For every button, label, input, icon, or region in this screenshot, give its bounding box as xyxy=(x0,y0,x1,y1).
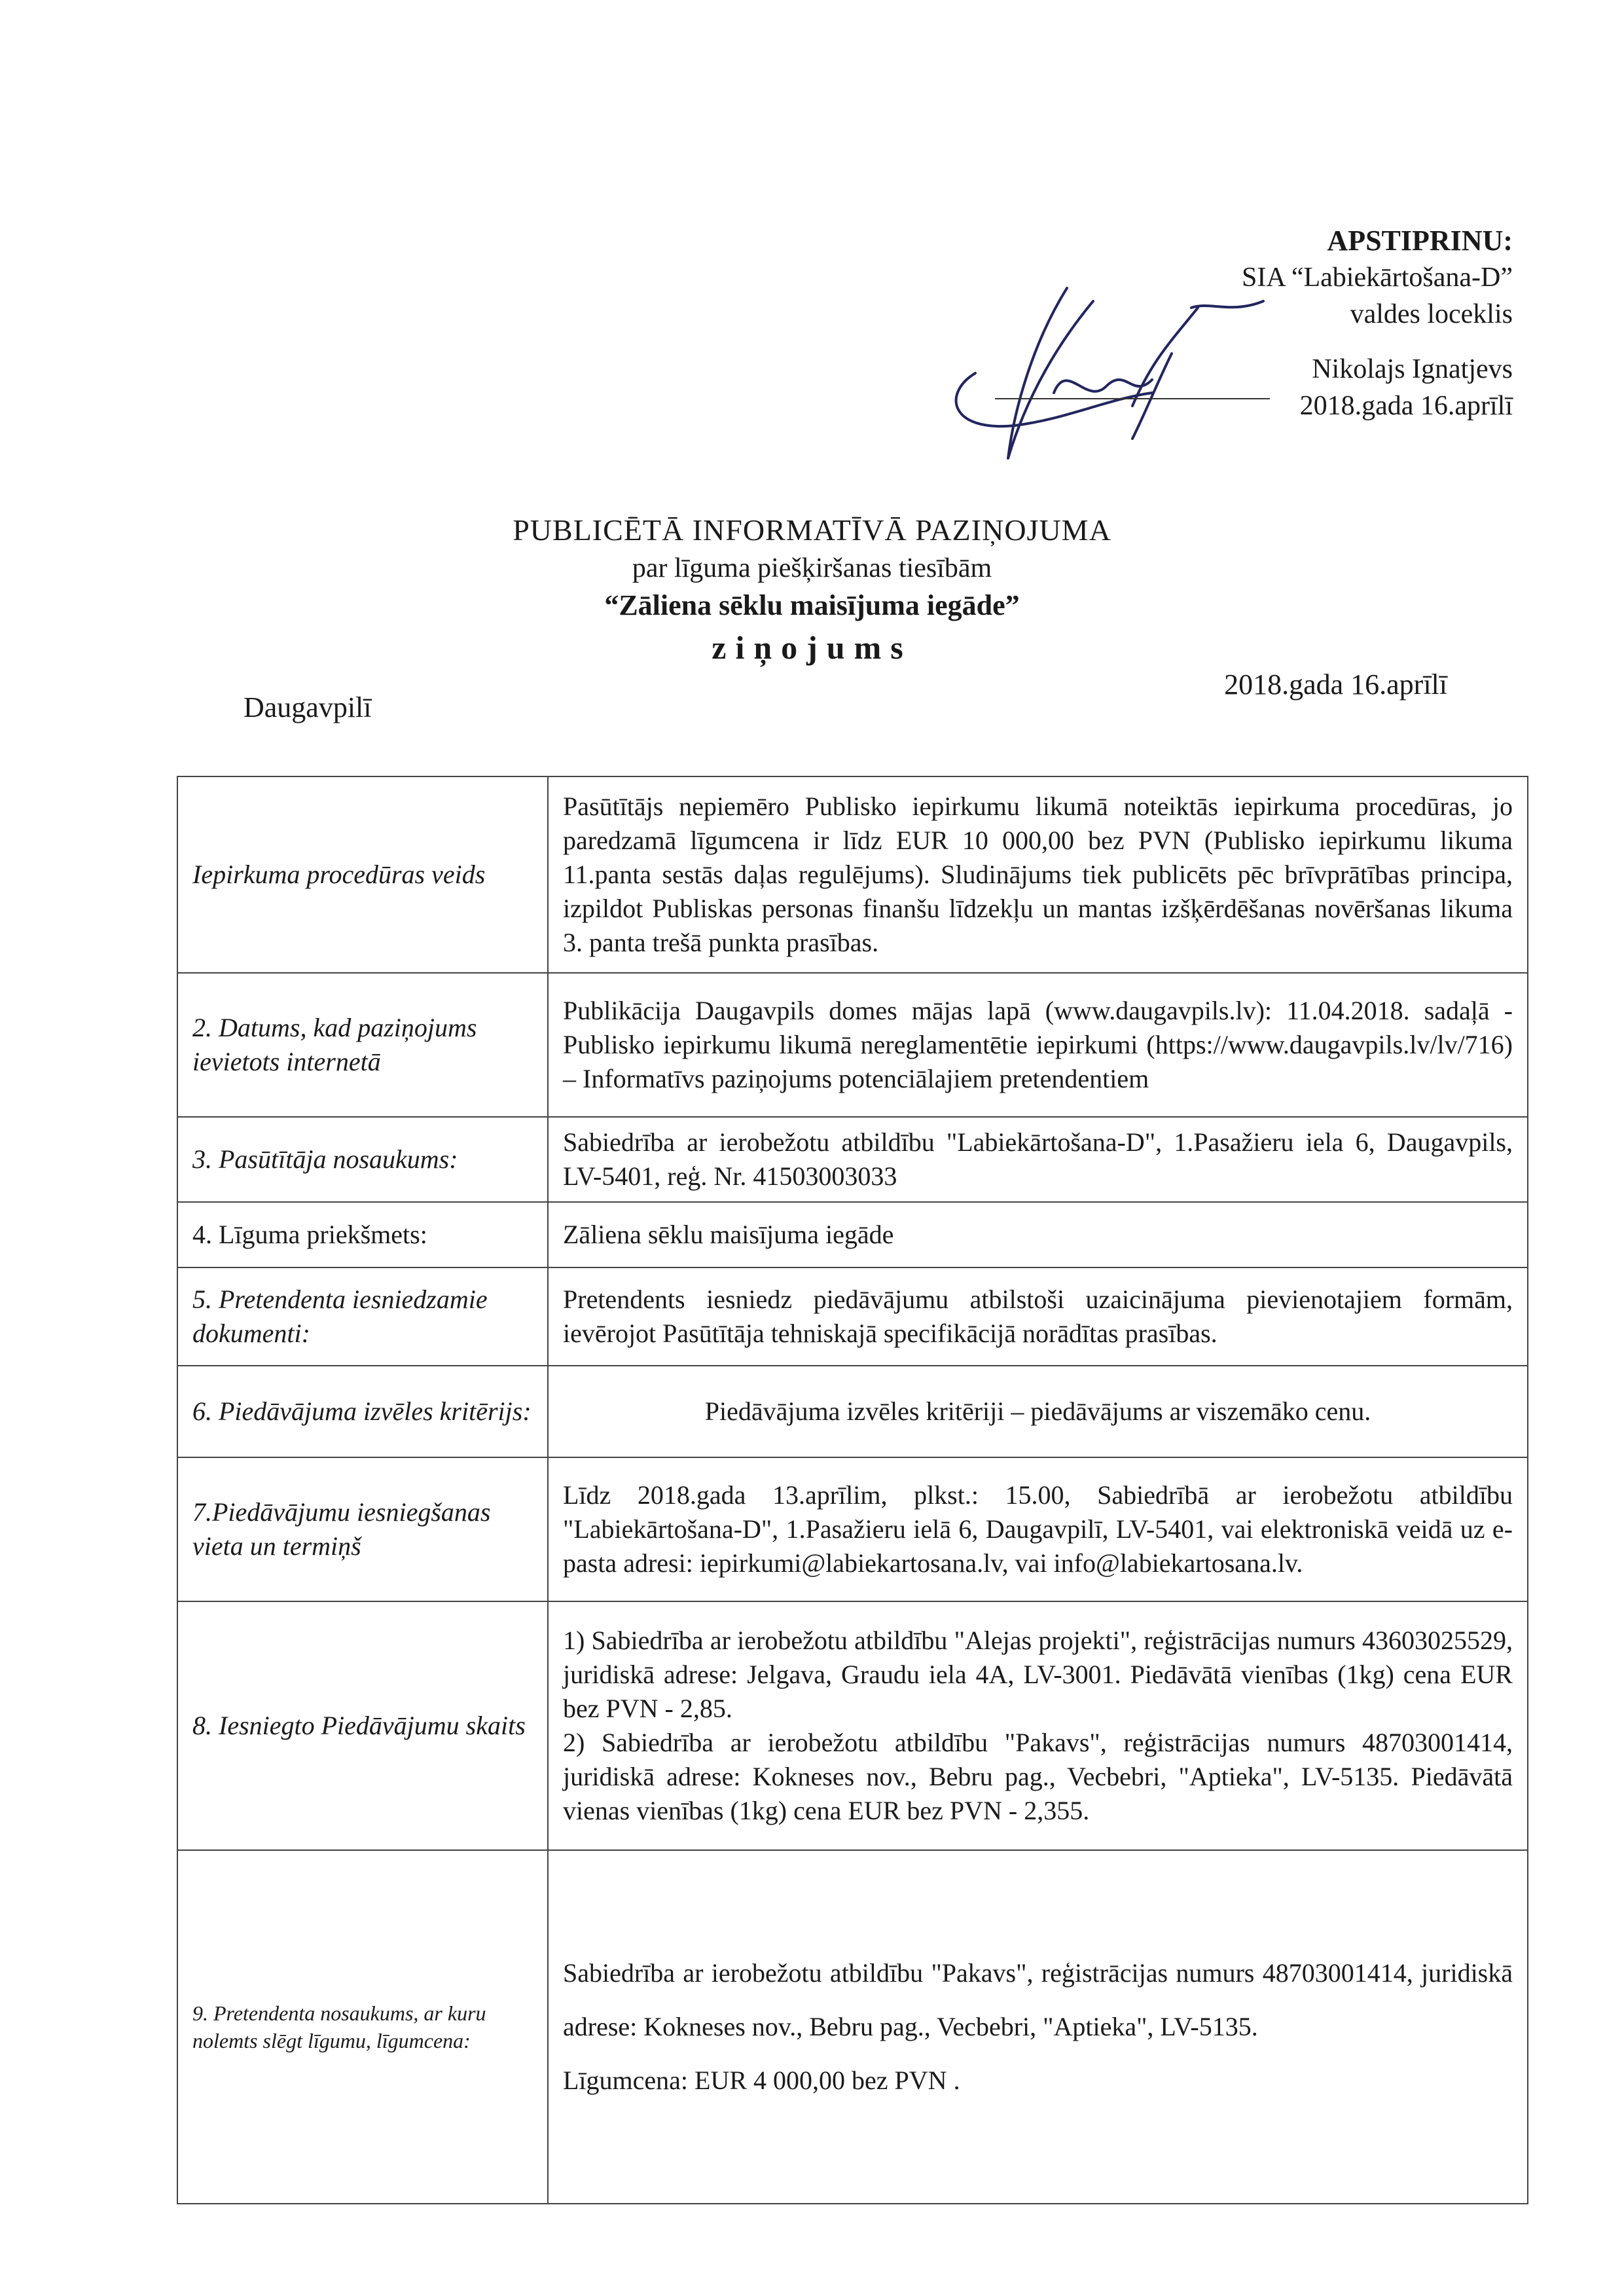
row-label: 9. Pretendenta nosaukums, ar kuru nolemts slēgt līgumu, līgumcena: xyxy=(177,1850,548,2204)
table-row xyxy=(177,776,1528,973)
table-row xyxy=(177,1117,1528,1202)
table-row xyxy=(177,1366,1528,1457)
document-title xyxy=(0,511,1624,670)
document-place: Daugavpilī xyxy=(244,691,372,723)
table-row xyxy=(177,1601,1528,1850)
table-row xyxy=(177,1267,1528,1366)
row-label: 3. Pasūtītāja nosaukums: xyxy=(177,1117,548,1202)
row-label: 7.Piedāvājumu iesniegšanas vieta un termiņš xyxy=(177,1457,548,1601)
winner-details: Sabiedrība ar ierobežotu atbildību "Pakavs", reģistrācijas numurs 48703001414, juridiskā adrese: Kokneses nov., Bebru pag., Vecbebri, "Aptieka", LV-5135. xyxy=(563,1958,1513,2041)
approval-block xyxy=(1242,223,1513,424)
signature-line xyxy=(995,398,1270,399)
approval-date: 2018.gada 16.aprīlī xyxy=(1299,391,1513,421)
contract-price: Līgumcena: EUR 4 000,00 bez PVN . xyxy=(563,2066,960,2095)
title-line-3: “Zāliena sēklu maisījuma iegāde” xyxy=(604,589,1020,621)
table-row xyxy=(177,1202,1528,1267)
document-date: 2018.gada 16.aprīlī xyxy=(1224,668,1447,701)
info-table xyxy=(177,776,1528,2204)
offer-2: 2) Sabiedrība ar ierobežotu atbildību "Pakavs", reģistrācijas numurs 48703001414, juridiskā adrese: Kokneses nov., Bebru pag., Vecbebri, "Aptieka", LV-5135. Piedāvātā vienas vienības (1kg) cena EUR bez PVN - 2,355. xyxy=(563,1728,1513,1825)
approval-heading: APSTIPRINU: xyxy=(1327,225,1513,257)
row-content: Publikācija Daugavpils domes mājas lapā (www.daugavpils.lv): 11.04.2018. sadaļā - Publisko iepirkumu likumā nereglamentētie iepirkumi (https://www.daugavpils.lv/lv/716) – Informatīvs paziņojums potenciālajiem pretendentiem xyxy=(548,973,1528,1117)
row-label: Iepirkuma procedūras veids xyxy=(177,776,548,973)
approval-signer: Nikolajs Ignatjevs xyxy=(1312,354,1513,384)
row-label: 8. Iesniegto Piedāvājumu skaits xyxy=(177,1601,548,1850)
row-label: 2. Datums, kad paziņojums ievietots internetā xyxy=(177,973,548,1117)
row-content: Sabiedrība ar ierobežotu atbildību "Labiekārtošana-D", 1.Pasažieru iela 6, Daugavpils, LV-5401, reģ. Nr. 41503003033 xyxy=(548,1117,1528,1202)
approval-position: valdes loceklis xyxy=(1350,299,1513,329)
offer-1: 1) Sabiedrība ar ierobežotu atbildību "Alejas projekti", reģistrācijas numurs 43603025529, juridiskā adrese: Jelgava, Graudu iela 4A, LV-3001. Piedāvātā vienības (1kg) cena EUR bez PVN - 2,85. xyxy=(563,1626,1513,1723)
row-label: 5. Pretendenta iesniedzamie dokumenti: xyxy=(177,1267,548,1366)
table-row xyxy=(177,1457,1528,1601)
title-line-2: par līguma piešķiršanas tiesībām xyxy=(632,553,992,583)
row-label: 4. Līguma priekšmets: xyxy=(177,1202,548,1267)
row-content: Piedāvājuma izvēles kritēriji – piedāvājums ar viszemāko cenu. xyxy=(548,1366,1528,1457)
title-line-1: PUBLICĒTĀ INFORMATĪVĀ PAZIŅOJUMA xyxy=(513,513,1111,547)
table-row xyxy=(177,973,1528,1117)
row-content: Pasūtītājs nepiemēro Publisko iepirkumu likumā noteiktās iepirkuma procedūras, jo paredzamā līgumcena ir līdz EUR 10 000,00 bez PVN (Publisko iepirkumu likuma 11.panta sestās daļas regulējums). Sludinājums tiek publicēts pēc brīvprātības principa, izpildot Publiskas personas finanšu līdzekļu un mantas izšķērdēšanas novēršanas likuma 3. panta trešā punkta prasības. xyxy=(548,776,1528,973)
approval-company: SIA “Labiekārtošana-D” xyxy=(1242,263,1513,293)
row-label: 6. Piedāvājuma izvēles kritērijs: xyxy=(177,1366,548,1457)
row-content xyxy=(548,1601,1528,1850)
row-content: Pretendents iesniedz piedāvājumu atbilstoši uzaicinājuma pievienotajiem formām, ievērojot Pasūtītāja tehniskajā specifikācijā norādītas prasības. xyxy=(548,1267,1528,1366)
table-row xyxy=(177,1850,1528,2204)
row-content: Līdz 2018.gada 13.aprīlim, plkst.: 15.00, Sabiedrībā ar ierobežotu atbildību "Labiekārtošana-D", 1.Pasažieru ielā 6, Daugavpilī, LV-5401, vai elektroniskā veidā uz e-pasta adresi: iepirkumi@labiekartosana.lv, vai info@labiekartosana.lv. xyxy=(548,1457,1528,1601)
title-line-4: ziņojums xyxy=(712,629,912,666)
row-content: Zāliena sēklu maisījuma iegāde xyxy=(548,1202,1528,1267)
row-content xyxy=(548,1850,1528,2204)
